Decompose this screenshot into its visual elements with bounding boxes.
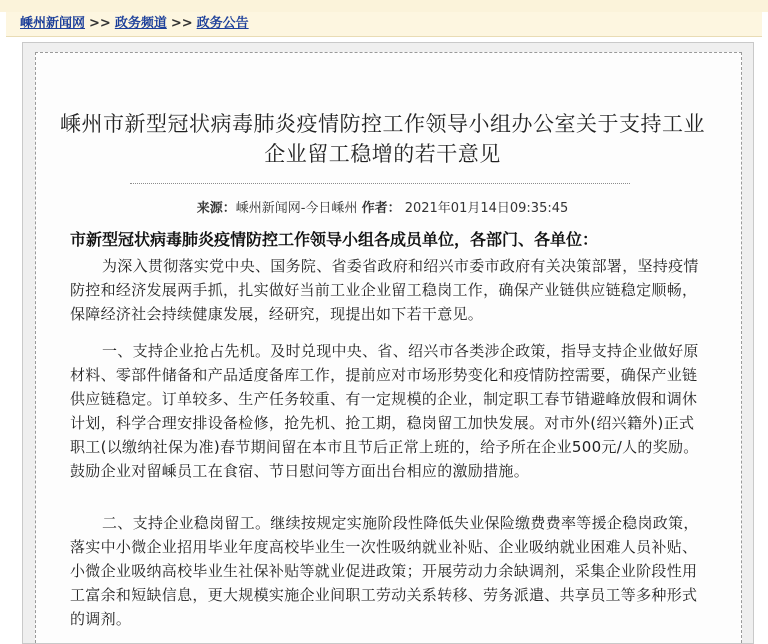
article-meta (60, 197, 705, 216)
title-divider (130, 183, 630, 184)
article-salutation: 市新型冠状病毒肺炎疫情防控工作领导小组各成员单位，各部门、各单位： (70, 230, 599, 249)
breadcrumb-bar (6, 12, 762, 37)
top-banner-strip (0, 0, 768, 12)
source-label: 来源： (196, 201, 236, 216)
author-label: 作者： (361, 201, 401, 216)
article-paragraph: 一、支持企业抢占先机。及时兑现中央、省、绍兴市各类涉企政策，指导支持企业做好原材料、零部件储备和产品适度备库工作，提前应对市场形势变化和疫情防控需要，确保产业链供应链稳定。订单较多、生产任务较重、有一定规模的企业，制定职工春节错避峰放假和调休计划，科学合理安排设备检修，抢先机、抢工期，稳岗留工加快发展。对市外(绍兴籍外)正式职工(以缴纳社保为准)春节期间留在本市且节后正常上班的，给予所在企业500元/人的奖励。鼓励企业对留嵊员工在食宿、节日慰问等方面出台相应的激励措施。 (70, 342, 699, 480)
breadcrumb-separator: >> (89, 16, 111, 31)
article-paragraph: 二、支持企业稳岗留工。继续按规定实施阶段性降低失业保险缴费费率等援企稳岗政策，落实中小微企业招用毕业年度高校毕业生一次性吸纳就业补贴、企业吸纳就业困难人员补贴、小微企业吸纳高校毕业生社保补贴等就业促进政策；开展劳动力余缺调剂，采集企业阶段性用工富余和短缺信息，更大规模实施企业间职工劳动关系转移、劳务派遣、共享员工等多种形式的调剂。 (70, 514, 699, 628)
article-paragraph: 为深入贯彻落实党中央、国务院、省委省政府和绍兴市委市政府有关决策部署，坚持疫情防控和经济发展两手抓，扎实做好当前工业企业留工稳岗工作，确保产业链供应链稳定顺畅，保障经济社会持续健康发展，经研究，现提出如下若干意见。 (70, 257, 699, 323)
article-source: 嵊州新闻网-今日嵊州 (235, 201, 358, 216)
article-title: 嵊州市新型冠状病毒肺炎疫情防控工作领导小组办公室关于支持工业企业留工稳增的若干意见 (60, 112, 705, 167)
breadcrumb (20, 16, 249, 32)
article-datetime: 2021年01月14日09:35:45 (404, 201, 569, 216)
breadcrumb-channel-link[interactable]: 政务频道 (114, 16, 167, 31)
breadcrumb-separator: >> (170, 16, 193, 31)
breadcrumb-section-link[interactable]: 政务公告 (196, 16, 249, 31)
breadcrumb-home-link[interactable]: 嵊州新闻网 (20, 16, 86, 31)
